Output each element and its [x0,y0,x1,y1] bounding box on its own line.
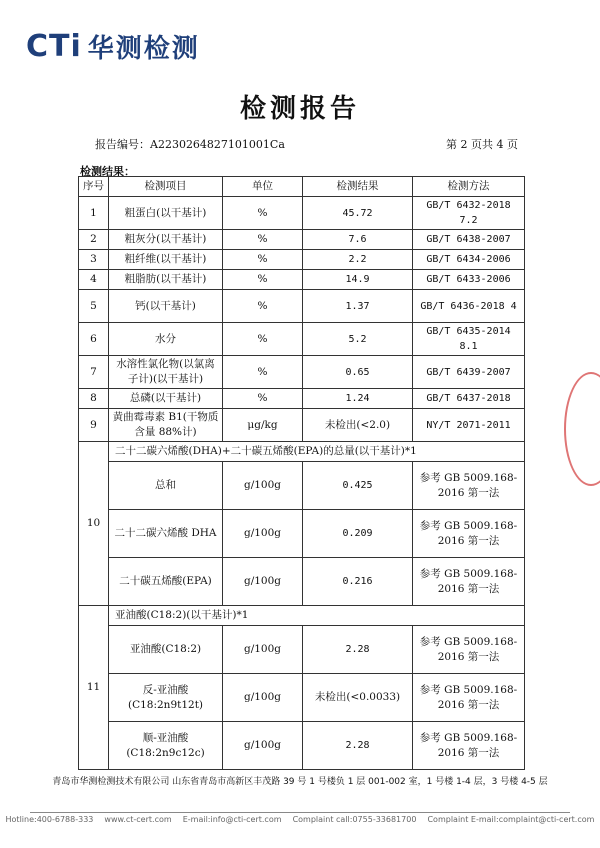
table-row [79,250,525,270]
header-result: 检测结果 [303,177,413,197]
cell-unit: % [223,250,303,270]
cell-no: 8 [79,389,109,409]
table-row [79,409,525,442]
cell-method: GB/T 6437-2018 [413,389,525,409]
cell-item: 二十碳五烯酸(EPA) [109,558,223,606]
footer-contacts [0,815,600,824]
footer-divider [30,812,570,813]
table-row [79,558,525,606]
cell-method: GB/T 6435-2014 8.1 [413,323,525,356]
cell-method: GB/T 6434-2006 [413,250,525,270]
cell-method: GB/T 6439-2007 [413,356,525,389]
table-row [79,290,525,323]
cell-item: 粗灰分(以干基计) [109,230,223,250]
cell-no: 2 [79,230,109,250]
cell-unit: % [223,230,303,250]
cell-unit: % [223,270,303,290]
cell-result: 0.216 [303,558,413,606]
cell-unit: g/100g [223,558,303,606]
table-row [79,462,525,510]
cell-unit: % [223,197,303,230]
cell-result: 45.72 [303,197,413,230]
seal-stamp [564,372,600,486]
cell-item: 亚油酸(C18:2) [109,626,223,674]
cell-method: GB/T 6438-2007 [413,230,525,250]
company-name: 华测检测 [87,34,200,64]
cell-result: 2.28 [303,722,413,770]
group-no: 11 [79,606,109,770]
table-header-row [79,177,525,197]
cell-item: 黄曲霉毒素 B1(干物质含量 88%计) [109,409,223,442]
footer-complaint-email[interactable]: Complaint E-mail:complaint@cti-cert.com [427,815,595,824]
cell-no: 1 [79,197,109,230]
cell-unit: % [223,389,303,409]
cell-method: 参考 GB 5009.168-2016 第一法 [413,722,525,770]
cell-method: 参考 GB 5009.168-2016 第一法 [413,674,525,722]
cell-result: 1.24 [303,389,413,409]
cell-item: 二十二碳六烯酸 DHA [109,510,223,558]
cell-item: 粗纤维(以干基计) [109,250,223,270]
cell-item: 水分 [109,323,223,356]
cell-no: 4 [79,270,109,290]
table-row [79,510,525,558]
cell-method: 参考 GB 5009.168-2016 第一法 [413,626,525,674]
cell-result: 未检出(<2.0) [303,409,413,442]
cell-item: 总和 [109,462,223,510]
cell-no: 5 [79,290,109,323]
table-row [79,389,525,409]
cell-result: 0.65 [303,356,413,389]
cell-unit: μg/kg [223,409,303,442]
cell-result: 5.2 [303,323,413,356]
cell-no: 9 [79,409,109,442]
cell-result: 2.28 [303,626,413,674]
table-row [79,626,525,674]
page-info: 第 2 页共 4 页 [446,138,518,151]
table-row [79,270,525,290]
footer-email[interactable]: E-mail:info@cti-cert.com [182,815,282,824]
table-row [79,722,525,770]
cell-result: 14.9 [303,270,413,290]
cell-unit: % [223,356,303,389]
cell-unit: % [223,290,303,323]
cell-no: 3 [79,250,109,270]
cell-item: 反-亚油酸 (C18:2n9t12t) [109,674,223,722]
cell-result: 1.37 [303,290,413,323]
table-row [79,323,525,356]
cell-item: 粗脂肪(以干基计) [109,270,223,290]
results-label: 检测结果： [80,165,135,178]
cell-unit: g/100g [223,674,303,722]
footer-website[interactable]: www.ct-cert.com [104,815,172,824]
logo-mark: CTi [26,29,82,64]
cell-no: 7 [79,356,109,389]
page-title: 检测报告 [239,94,360,124]
footer-complaint-call: Complaint call:0755-33681700 [292,815,417,824]
report-number: 报告编号：A2230264827101001Ca [95,138,285,151]
company-logo [26,28,200,65]
table-row [79,197,525,230]
results-table [78,176,525,770]
cell-result: 7.6 [303,230,413,250]
group-title-row [79,442,525,462]
footer-address: 青岛市华测检测技术有限公司 山东省青岛市高新区丰茂路 39 号 1 号楼负 1 层 001-002 室，1 号楼 1-4 层，3 号楼 4-5 层 [52,777,548,787]
cell-method: 参考 GB 5009.168-2016 第一法 [413,558,525,606]
cell-method: GB/T 6433-2006 [413,270,525,290]
cell-result: 2.2 [303,250,413,270]
cell-result: 未检出(<0.0033) [303,674,413,722]
cell-item: 粗蛋白(以干基计) [109,197,223,230]
header-method: 检测方法 [413,177,525,197]
header-no: 序号 [79,177,109,197]
cell-unit: g/100g [223,510,303,558]
header-unit: 单位 [223,177,303,197]
cell-unit: % [223,323,303,356]
cell-item: 水溶性氯化物(以氯离子计)(以干基计) [109,356,223,389]
cell-method: 参考 GB 5009.168-2016 第一法 [413,462,525,510]
group-no: 10 [79,442,109,606]
cell-unit: g/100g [223,462,303,510]
table-row [79,230,525,250]
cell-unit: g/100g [223,626,303,674]
cell-item: 总磷(以干基计) [109,389,223,409]
footer-hotline: Hotline:400-6788-333 [5,815,94,824]
cell-unit: g/100g [223,722,303,770]
group-title-row [79,606,525,626]
cell-no: 6 [79,323,109,356]
cell-item: 钙(以干基计) [109,290,223,323]
group-title: 亚油酸(C18:2)(以干基计)*1 [109,606,525,626]
cell-item: 顺-亚油酸 (C18:2n9c12c) [109,722,223,770]
header-item: 检测项目 [109,177,223,197]
table-row [79,356,525,389]
cell-result: 0.209 [303,510,413,558]
cell-method: GB/T 6436-2018 4 [413,290,525,323]
group-title: 二十二碳六烯酸(DHA)+二十碳五烯酸(EPA)的总量(以干基计)*1 [109,442,525,462]
cell-method: GB/T 6432-2018 7.2 [413,197,525,230]
cell-result: 0.425 [303,462,413,510]
table-row [79,674,525,722]
cell-method: 参考 GB 5009.168-2016 第一法 [413,510,525,558]
cell-method: NY/T 2071-2011 [413,409,525,442]
